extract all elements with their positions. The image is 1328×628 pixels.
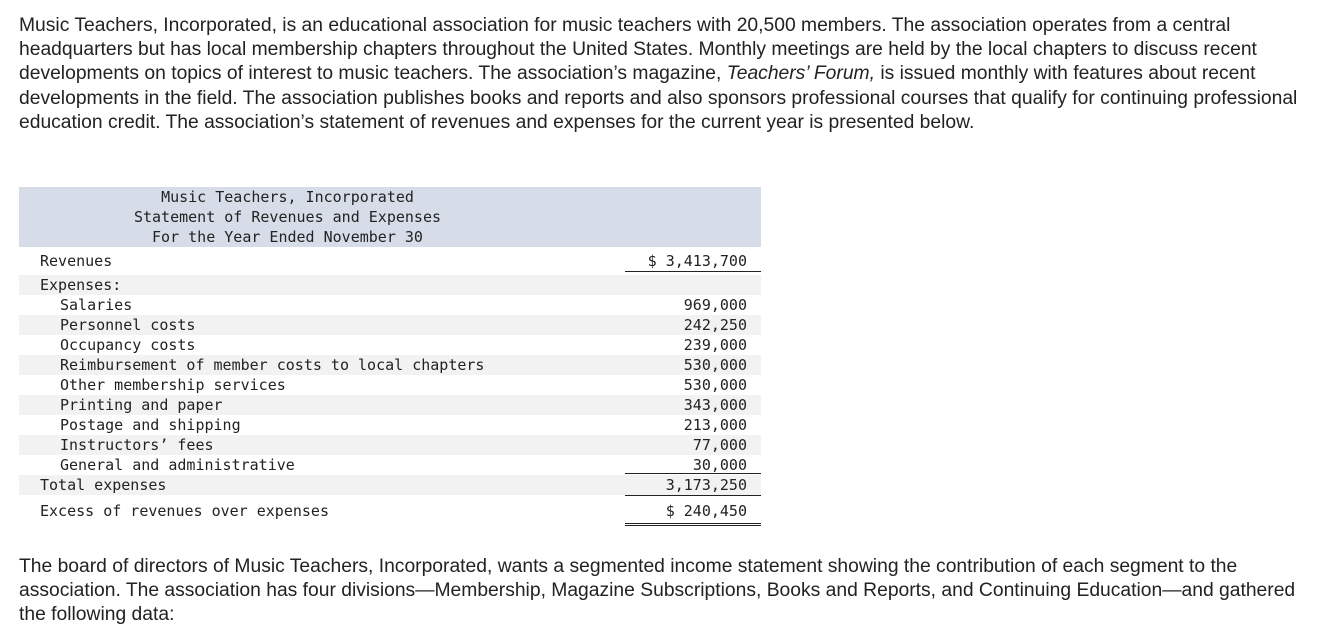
expense-label: Reimbursement of member costs to local chapters xyxy=(60,356,485,374)
expense-list xyxy=(19,295,761,475)
expense-row xyxy=(19,355,761,375)
excess-row xyxy=(19,501,761,521)
expense-label: General and administrative xyxy=(60,456,295,474)
intro-text-2: is issued monthly with features about recent developments in the field. The association publishes books and reports and also sponsors professional courses that qualify for continuing professional education credit. The association’s statement of revenues and expenses for the current year is presented below. xyxy=(19,63,1298,133)
expense-amount: 77,000 xyxy=(692,436,747,454)
expense-row xyxy=(19,435,761,455)
total-underline xyxy=(625,495,761,496)
expenses-label: Expenses: xyxy=(40,276,122,294)
expense-amount: 242,250 xyxy=(683,316,747,334)
expense-row xyxy=(19,315,761,335)
expense-row xyxy=(19,455,761,475)
expense-row xyxy=(19,335,761,355)
expense-row xyxy=(19,375,761,395)
expense-row xyxy=(19,415,761,435)
intro-paragraph xyxy=(19,14,1314,135)
expense-label: Salaries xyxy=(60,296,133,314)
expenses-underline xyxy=(625,473,761,474)
total-expenses-label: Total expenses xyxy=(40,476,167,494)
expense-amount: 213,000 xyxy=(683,416,747,434)
expense-label: Instructors’ fees xyxy=(60,436,214,454)
outro-paragraph: The board of directors of Music Teachers, Incorporated, wants a segmented income statement showing the contribution of each segment to the association. The association has four divisions—Membership, Magazine Subscriptions, Books and Reports, and Continuing Education—and gathered the following data: xyxy=(19,556,1296,626)
revenues-row xyxy=(19,251,761,271)
expense-label: Printing and paper xyxy=(60,396,223,414)
revenues-amount: $ 3,413,700 xyxy=(647,252,747,270)
expense-amount: 530,000 xyxy=(683,356,747,374)
revenues-label: Revenues xyxy=(40,252,113,270)
expense-amount: 969,000 xyxy=(683,296,747,314)
excess-double-underline xyxy=(625,523,761,526)
excess-amount: $ 240,450 xyxy=(665,502,747,520)
total-expenses-amount: 3,173,250 xyxy=(665,476,747,494)
expense-row xyxy=(19,295,761,315)
magazine-title: Teachers’ Forum, xyxy=(726,63,875,85)
expense-amount: 239,000 xyxy=(683,336,747,354)
excess-label: Excess of revenues over expenses xyxy=(40,502,329,520)
intro-text-1: Music Teachers, Incorporated, is an educational association for music teachers with 20,500 members. The association operates from a central headquarters but has local membership chapters throughout the United States. Monthly meetings are held by the local chapters to discuss recent developments on topics of interest to music teachers. The association’s magazine, xyxy=(19,15,1257,85)
revenues-underline xyxy=(625,271,761,272)
statement-title: Statement of Revenues and Expenses xyxy=(133,208,442,226)
statement-company: Music Teachers, Incorporated xyxy=(161,188,414,206)
expense-amount: 30,000 xyxy=(692,456,747,474)
expense-amount: 530,000 xyxy=(683,376,747,394)
expense-label: Other membership services xyxy=(60,376,286,394)
total-expenses-row xyxy=(19,475,761,495)
expense-label: Personnel costs xyxy=(60,316,196,334)
expense-label: Postage and shipping xyxy=(60,416,241,434)
statement-period: For the Year Ended November 30 xyxy=(152,228,423,246)
expense-amount: 343,000 xyxy=(683,396,747,414)
expense-label: Occupancy costs xyxy=(60,336,196,354)
expenses-header-row xyxy=(19,275,761,295)
expense-row xyxy=(19,395,761,415)
statement-header xyxy=(19,187,761,247)
income-statement xyxy=(19,187,761,521)
